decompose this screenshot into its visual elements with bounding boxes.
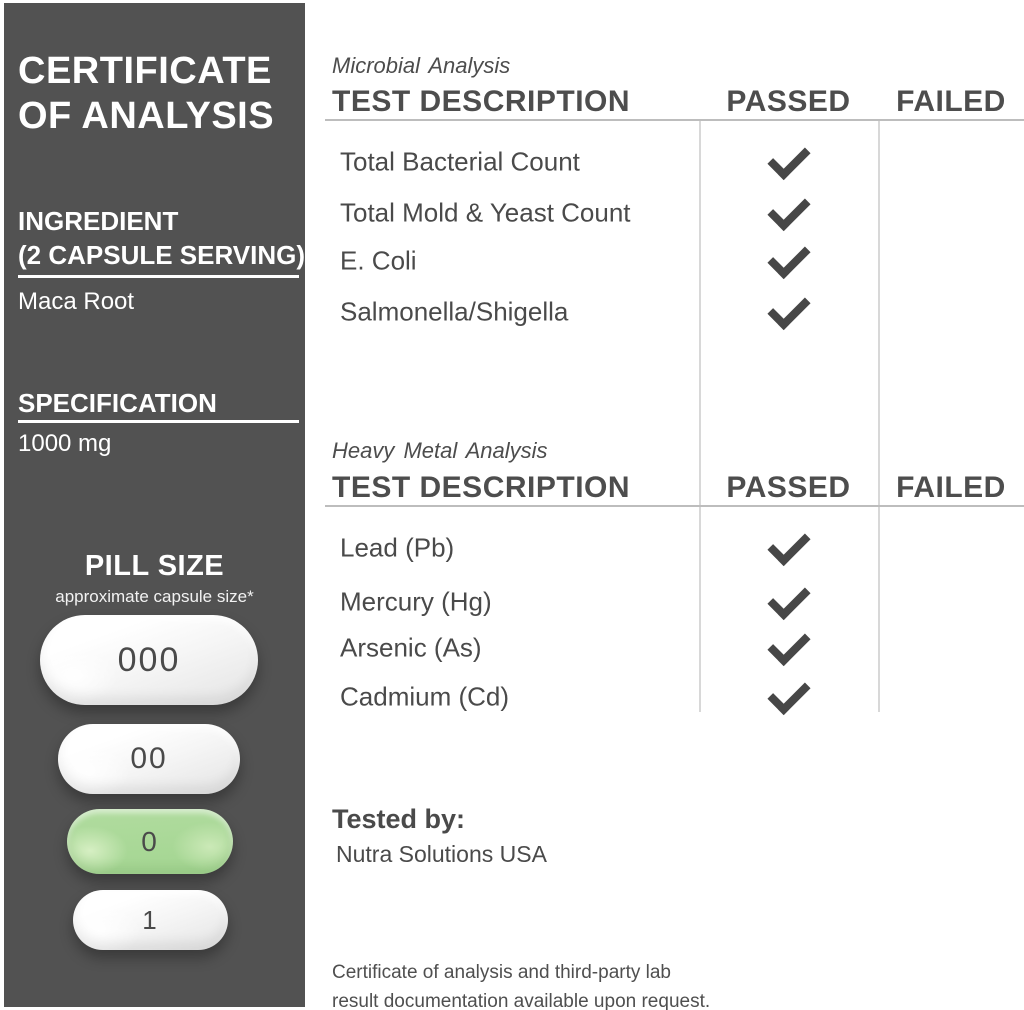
capsule-size-0-highlighted <box>67 809 233 874</box>
specification-heading: SPECIFICATION <box>18 388 217 418</box>
failed-cell <box>878 239 1024 283</box>
passed-cell <box>699 675 878 719</box>
column-header-passed: PASSED <box>726 471 851 504</box>
ingredient-heading: INGREDIENT (2 CAPSULE SERVING) <box>18 206 306 270</box>
capsule-size-0-label: 0 <box>141 825 159 857</box>
capsule-size-000 <box>40 615 258 705</box>
specification-value: 1000 mg <box>18 430 112 457</box>
page-title <box>18 49 274 139</box>
failed-cell <box>878 140 1024 184</box>
footer-note-line1: Certificate of analysis and third-party lab <box>332 962 671 983</box>
test-name: Arsenic (As) <box>340 632 482 663</box>
microbial-table-header <box>332 85 1024 119</box>
test-name: Total Mold & Yeast Count <box>340 197 631 228</box>
check-icon <box>767 235 810 278</box>
passed-cell <box>699 526 878 570</box>
pill-size-subheading: approximate capsule size* <box>55 587 254 606</box>
failed-cell <box>878 580 1024 624</box>
page-title-line1: CERTIFICATE <box>18 50 272 92</box>
table-row <box>332 239 1024 283</box>
passed-cell <box>699 290 878 334</box>
heavy-metal-table-header <box>332 471 1024 505</box>
microbial-header-rule <box>325 119 1024 121</box>
column-header-failed: FAILED <box>896 85 1006 118</box>
footer-note <box>332 958 710 1010</box>
test-name: Mercury (Hg) <box>340 586 492 617</box>
check-icon <box>767 136 810 179</box>
tested-by-value: Nutra Solutions USA <box>336 841 547 867</box>
heavy-metal-analysis-title: Heavy Metal Analysis <box>332 438 548 463</box>
column-header-passed: PASSED <box>726 85 851 118</box>
test-name: Lead (Pb) <box>340 532 455 563</box>
column-header-test-description: TEST DESCRIPTION <box>332 85 631 118</box>
check-icon <box>767 622 810 665</box>
passed-cell <box>699 140 878 184</box>
ingredient-divider <box>18 275 299 278</box>
tested-by-heading: Tested by: <box>332 804 466 834</box>
failed-cell <box>878 191 1024 235</box>
footer-note-line2: result documentation available upon request. <box>332 991 711 1010</box>
check-icon <box>767 671 810 714</box>
page-title-line2: OF ANALYSIS <box>18 95 275 137</box>
heavy-metal-header-rule <box>325 505 1024 507</box>
column-header-failed: FAILED <box>896 471 1006 504</box>
table-row <box>332 626 1024 670</box>
check-icon <box>767 187 810 230</box>
microbial-analysis-title: Microbial Analysis <box>332 53 511 78</box>
table-row <box>332 526 1024 570</box>
check-icon <box>767 522 810 565</box>
table-row <box>332 140 1024 184</box>
passed-cell <box>699 239 878 283</box>
table-row <box>332 675 1024 719</box>
capsule-size-00-label: 00 <box>130 742 168 775</box>
test-name: Cadmium (Cd) <box>340 681 510 712</box>
capsule-size-000-label: 000 <box>117 640 181 679</box>
capsule-size-1-label: 1 <box>142 904 159 935</box>
column-header-test-description: TEST DESCRIPTION <box>332 471 631 504</box>
passed-cell <box>699 191 878 235</box>
test-name: Total Bacterial Count <box>340 146 580 177</box>
table-row <box>332 580 1024 624</box>
specification-divider <box>18 420 299 423</box>
capsule-size-1 <box>73 890 228 950</box>
sidebar-panel <box>4 3 305 1007</box>
table-row <box>332 191 1024 235</box>
capsule-size-00 <box>58 724 240 794</box>
table-row <box>332 290 1024 334</box>
failed-cell <box>878 290 1024 334</box>
check-icon <box>767 576 810 619</box>
failed-cell <box>878 526 1024 570</box>
pill-size-heading: PILL SIZE <box>84 550 225 582</box>
failed-cell <box>878 626 1024 670</box>
passed-cell <box>699 580 878 624</box>
test-name: E. Coli <box>340 245 417 276</box>
passed-cell <box>699 626 878 670</box>
test-name: Salmonella/Shigella <box>340 296 569 327</box>
ingredient-value: Maca Root <box>18 288 135 315</box>
check-icon <box>767 286 810 329</box>
failed-cell <box>878 675 1024 719</box>
